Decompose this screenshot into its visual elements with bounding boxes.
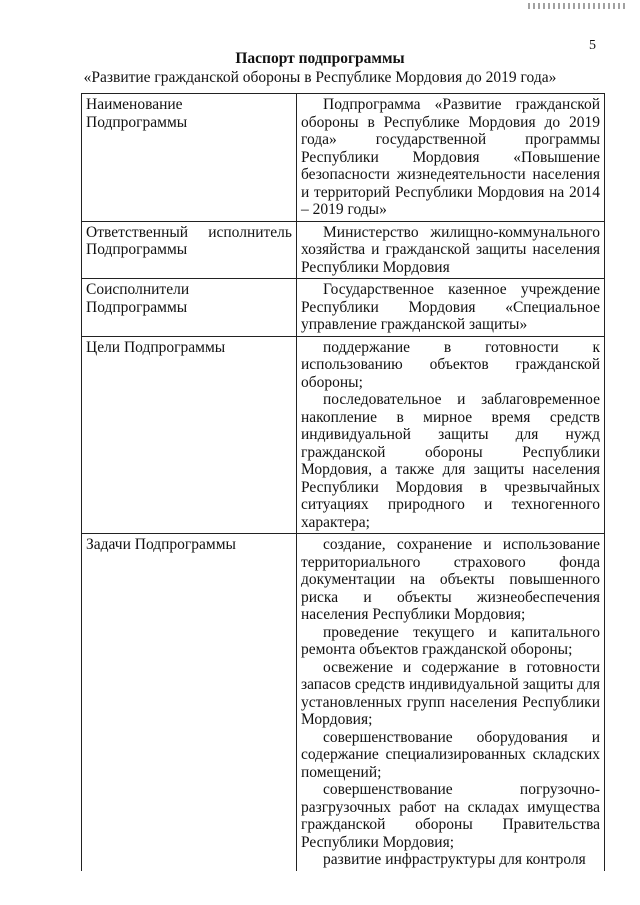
passport-table	[81, 93, 605, 871]
row-label-tasks	[82, 534, 297, 871]
page-number: 5	[589, 38, 596, 53]
row-value-tasks	[297, 534, 605, 871]
row-label-name	[82, 94, 297, 222]
row-label-goals	[82, 336, 297, 534]
value-paragraph: проведение текущего и капитального ремонта объектов гражданской обороны;	[301, 623, 600, 658]
label-line: Задачи Подпрограммы	[86, 536, 236, 553]
value-paragraph: последовательное и заблаговременное накопление в мирное время средств индивидуальной защиты для нужд гражданской обороны Республики Мордовия, а также для защиты населения Республики Мордовия в чрезвычайных ситуациях природного и техногенного характера;	[301, 391, 600, 531]
row-value-responsible	[297, 221, 605, 279]
row-value-name	[297, 94, 605, 222]
row-value-coexecutors	[297, 279, 605, 337]
label-line: Ответственный исполнитель	[86, 223, 292, 241]
label-line: Цели Подпрограммы	[86, 338, 226, 356]
value-paragraph: освежение и содержание в готовности запасов средств индивидуальной защиты для установленных групп населения Республики Мордовия;	[301, 658, 600, 728]
label-line: Подпрограммы	[86, 113, 188, 131]
row-value-goals	[297, 336, 605, 534]
row-label-coexecutors	[82, 279, 297, 337]
label-line: Подпрограммы	[86, 241, 188, 258]
value-paragraph: совершенствование оборудования и содержание специализированных складских помещений;	[301, 728, 600, 781]
label-line: Подпрограммы	[86, 298, 188, 316]
value-paragraph: создание, сохранение и использование территориального страхового фонда документации на объекты повышенного риска и объекты жизнеобеспечения населения Республики Мордовия;	[301, 536, 600, 623]
table-row	[82, 336, 605, 534]
table-row	[82, 221, 605, 279]
value-paragraph: Государственное казенное учреждение Республики Мордовия «Специальное управление гражданской защиты»	[301, 281, 600, 333]
table-row	[82, 534, 605, 871]
label-line: Наименование	[86, 96, 183, 113]
scan-artifact	[528, 3, 628, 9]
value-paragraph: Подпрограмма «Развитие гражданской обороны в Республике Мордовия до 2019 года» государственной программы Республики Мордовия «Повышение безопасности жизнедеятельности населения и территорий Республики Мордовия на 2014 – 2019 годы»	[301, 96, 600, 218]
value-paragraph: совершенствование погрузочно-разгрузочных работ на складах имущества гражданской обороны Правительства Республики Мордовия;	[301, 781, 600, 851]
table-row	[82, 279, 605, 337]
value-paragraph: Министерство жилищно-коммунального хозяйства и гражданской защиты населения Республики Мордовия	[301, 223, 600, 276]
value-paragraph: поддержание в готовности к использованию объектов гражданской обороны;	[301, 338, 600, 391]
page-title: Паспорт подпрограммы	[235, 50, 405, 67]
page-subtitle: «Развитие гражданской обороны в Республике Мордовия до 2019 года»	[83, 69, 557, 86]
value-paragraph: развитие инфраструктуры для контроля	[323, 851, 586, 868]
label-line: Соисполнители	[86, 281, 190, 298]
table-row	[82, 94, 605, 222]
row-label-responsible	[82, 221, 297, 279]
